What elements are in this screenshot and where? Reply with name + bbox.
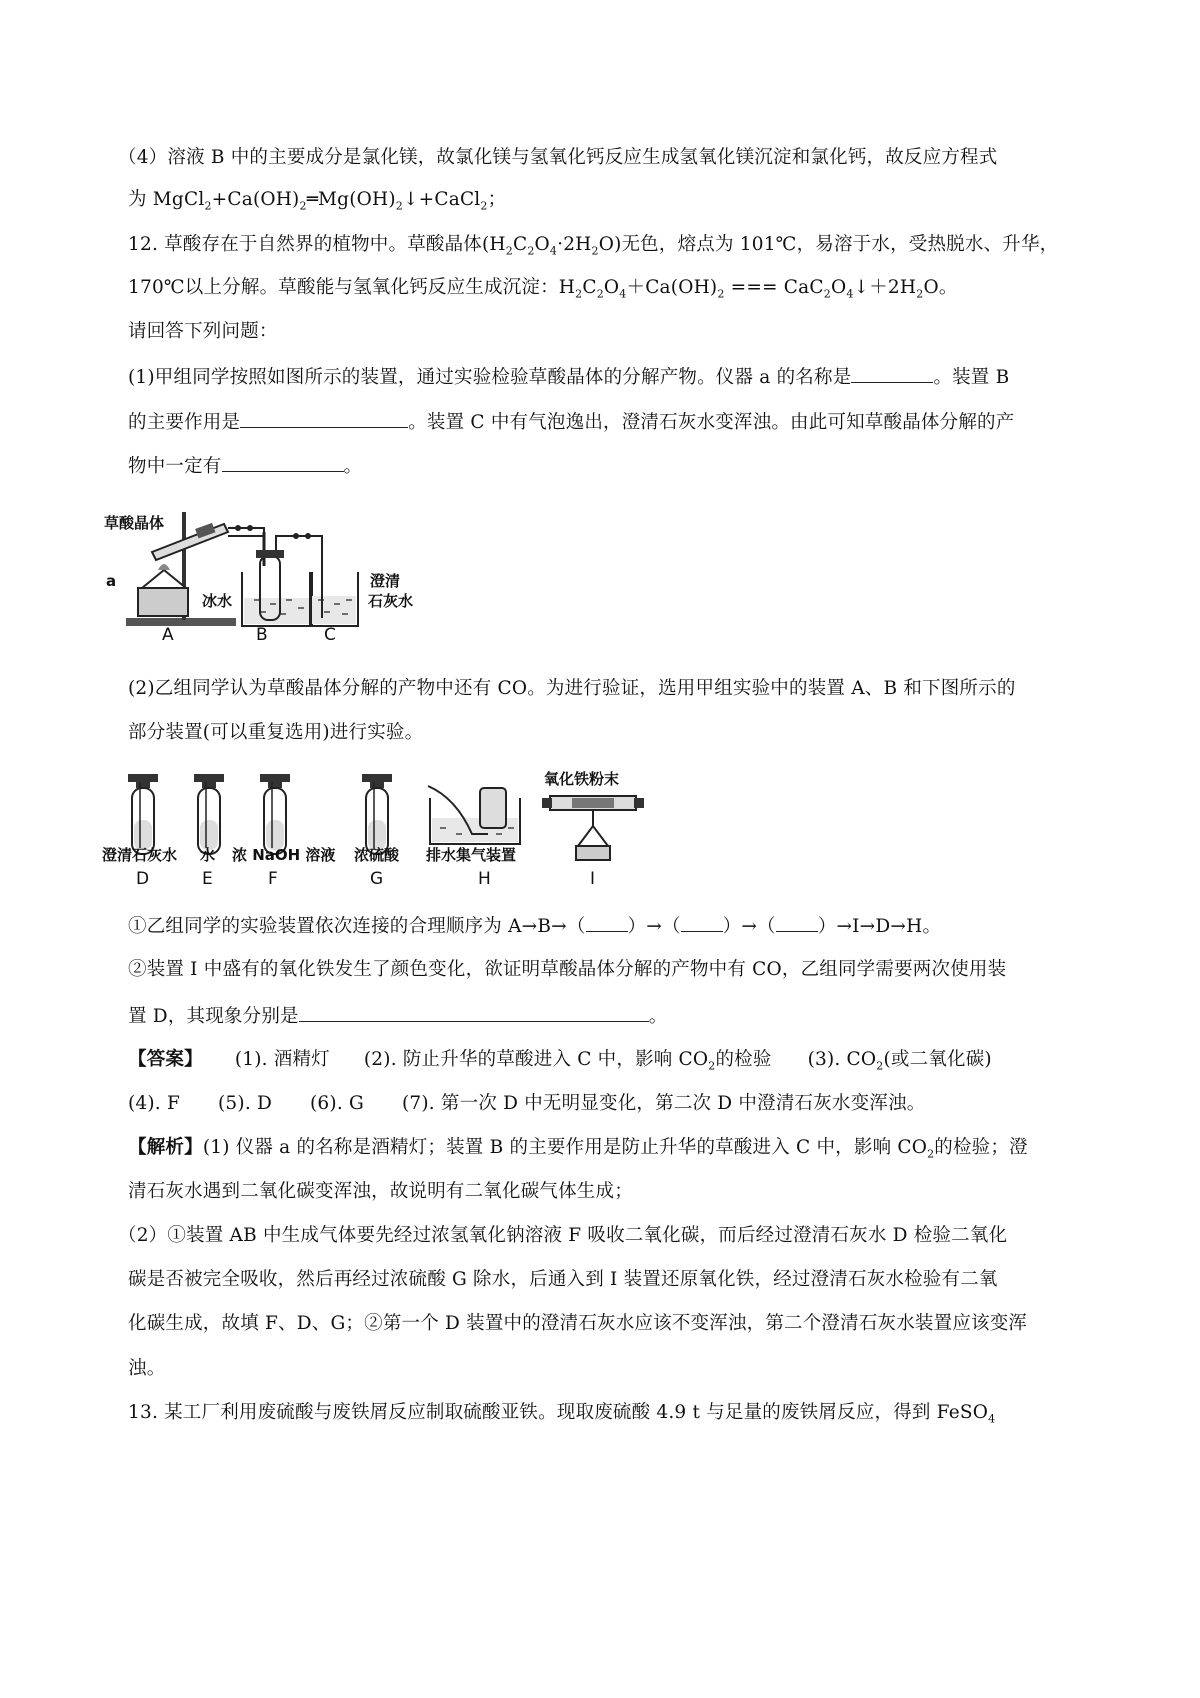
explanation-line: 浊。	[128, 1358, 166, 1379]
label-A: A	[162, 625, 174, 642]
explanation-line: （2）①装置 AB 中生成气体要先经过浓氢氧化钠溶液 F 吸收二氧化碳，而后经过澄清石灰水 D 检验二氧化	[118, 1225, 1008, 1246]
answer-blank[interactable]	[240, 409, 408, 428]
answer-line: (4). F (5). D (6). G (7). 第一次 D 中无明显变化，第二次 D 中澄清石灰水变浑浊。	[128, 1093, 926, 1114]
label-B: B	[256, 625, 268, 642]
label-oxalic-crystal: 草酸晶体	[104, 514, 165, 532]
part-2-line: (2)乙组同学认为草酸晶体分解的产物中还有 CO。为进行验证，选用甲组实验中的装置 A、B 和下图所示的	[128, 678, 1016, 699]
explanation-line: 【解析】(1) 仪器 a 的名称是酒精灯；装置 B 的主要作用是防止升华的草酸进入 C 中，影响 $CO_2$的检验；澄	[128, 1137, 1028, 1161]
answer-blank[interactable]	[851, 364, 933, 383]
question-prompt: 请回答下列问题：	[128, 321, 278, 342]
apparatus-figure-defghi	[96, 768, 656, 890]
question-13-line: 13. 某工厂利用废硫酸与废铁屑反应制取硫酸亚铁。现取废硫酸 4.9 t 与足量的废铁屑反应，得到 FeSO$_4$	[128, 1402, 996, 1426]
part-2-line: 部分装置(可以重复选用)进行实验。	[128, 722, 424, 743]
label-sulfuric-acid: 浓硫酸	[354, 846, 400, 864]
letter-D: D	[136, 869, 150, 889]
subquestion-2: ②装置 I 中盛有的氧化铁发生了颜色变化，欲证明草酸晶体分解的产物中有 CO，乙组同学需要两次使用装	[128, 959, 1007, 980]
answer-blank[interactable]	[776, 913, 818, 932]
subquestion-1: ①乙组同学的实验装置依次连接的合理顺序为 A→B→（ ）→（ ）→（ ）→I→D→H。	[128, 913, 941, 939]
part-1-line: 的主要作用是 。装置 C 中有气泡逸出，澄清石灰水变浑浊。由此可知草酸晶体分解的产	[128, 409, 1014, 435]
answer-line: 【答案】 (1). 酒精灯 (2). 防止升华的草酸进入 C 中，影响 $CO_2$的检验 (3). $CO_2$(或二氧化碳)	[128, 1049, 992, 1073]
explanation-line: 化碳生成，故填 F、D、G；②第一个 D 装置中的澄清石灰水应该不变浑浊，第二个澄清石灰水装置应该变浑	[128, 1313, 1028, 1334]
label-water: 水	[200, 846, 216, 864]
label-limewater: 石灰水	[368, 592, 414, 610]
apparatus-figure-abc	[104, 500, 464, 642]
label-limewater: 澄清石灰水	[102, 846, 178, 864]
label-C: C	[324, 625, 336, 642]
explanation-line: 清石灰水遇到二氧化碳变浑浊，故说明有二氧化碳气体生成；	[128, 1181, 633, 1202]
answer-blank[interactable]	[222, 453, 344, 472]
stand-base	[126, 618, 236, 626]
letter-G: G	[370, 869, 384, 889]
letter-I: I	[590, 869, 596, 889]
answer-blank[interactable]	[299, 1003, 649, 1022]
text-line: （4）溶液 B 中的主要成分是氯化镁，故氯化镁与氢氧化钙反应生成氢氧化镁沉淀和氯化钙，故反应方程式	[118, 147, 998, 168]
subquestion-2: 置 D，其现象分别是 。	[128, 1003, 667, 1029]
letter-F: F	[268, 869, 278, 889]
part-1-line: (1)甲组同学按照如图所示的装置，通过实验检验草酸晶体的分解产物。仪器 a 的名称是 。装置 B	[128, 364, 1009, 390]
answer-blank[interactable]	[681, 913, 723, 932]
explanation-line: 碳是否被完全吸收，然后再经过浓硫酸 G 除水，后通入到 I 装置还原氧化铁，经过澄清石灰水检验有二氧	[128, 1269, 998, 1290]
label-a: a	[106, 572, 117, 590]
label-water-collection: 排水集气装置	[426, 846, 517, 864]
label-ice-water: 冰水	[202, 592, 233, 610]
letter-E: E	[202, 869, 213, 889]
question-12-line: 170℃以上分解。草酸能与氢氧化钙反应生成沉淀：$H_2C_2O_4+Ca(OH)_2$ === $CaC_2O_4↓+2H_2O$。	[128, 277, 958, 301]
letter-H: H	[478, 869, 491, 889]
answer-blank[interactable]	[586, 913, 628, 932]
part-1-line: 物中一定有 。	[128, 453, 362, 479]
question-12-line: 12. 草酸存在于自然界的植物中。草酸晶体$(H_2C_2O_4\cdot 2H_2O)$无色，熔点为 101℃，易溶于水，受热脱水、升华，	[128, 234, 1059, 258]
label-limewater: 澄清	[370, 572, 401, 590]
label-iron-oxide: 氧化铁粉末	[544, 770, 620, 788]
equation-line: 为 $MgCl_2+Ca(OH)_2═Mg(OH)_2↓+CaCl_2$；	[128, 189, 507, 213]
label-naoh: 浓 NaOH 溶液	[232, 846, 336, 864]
